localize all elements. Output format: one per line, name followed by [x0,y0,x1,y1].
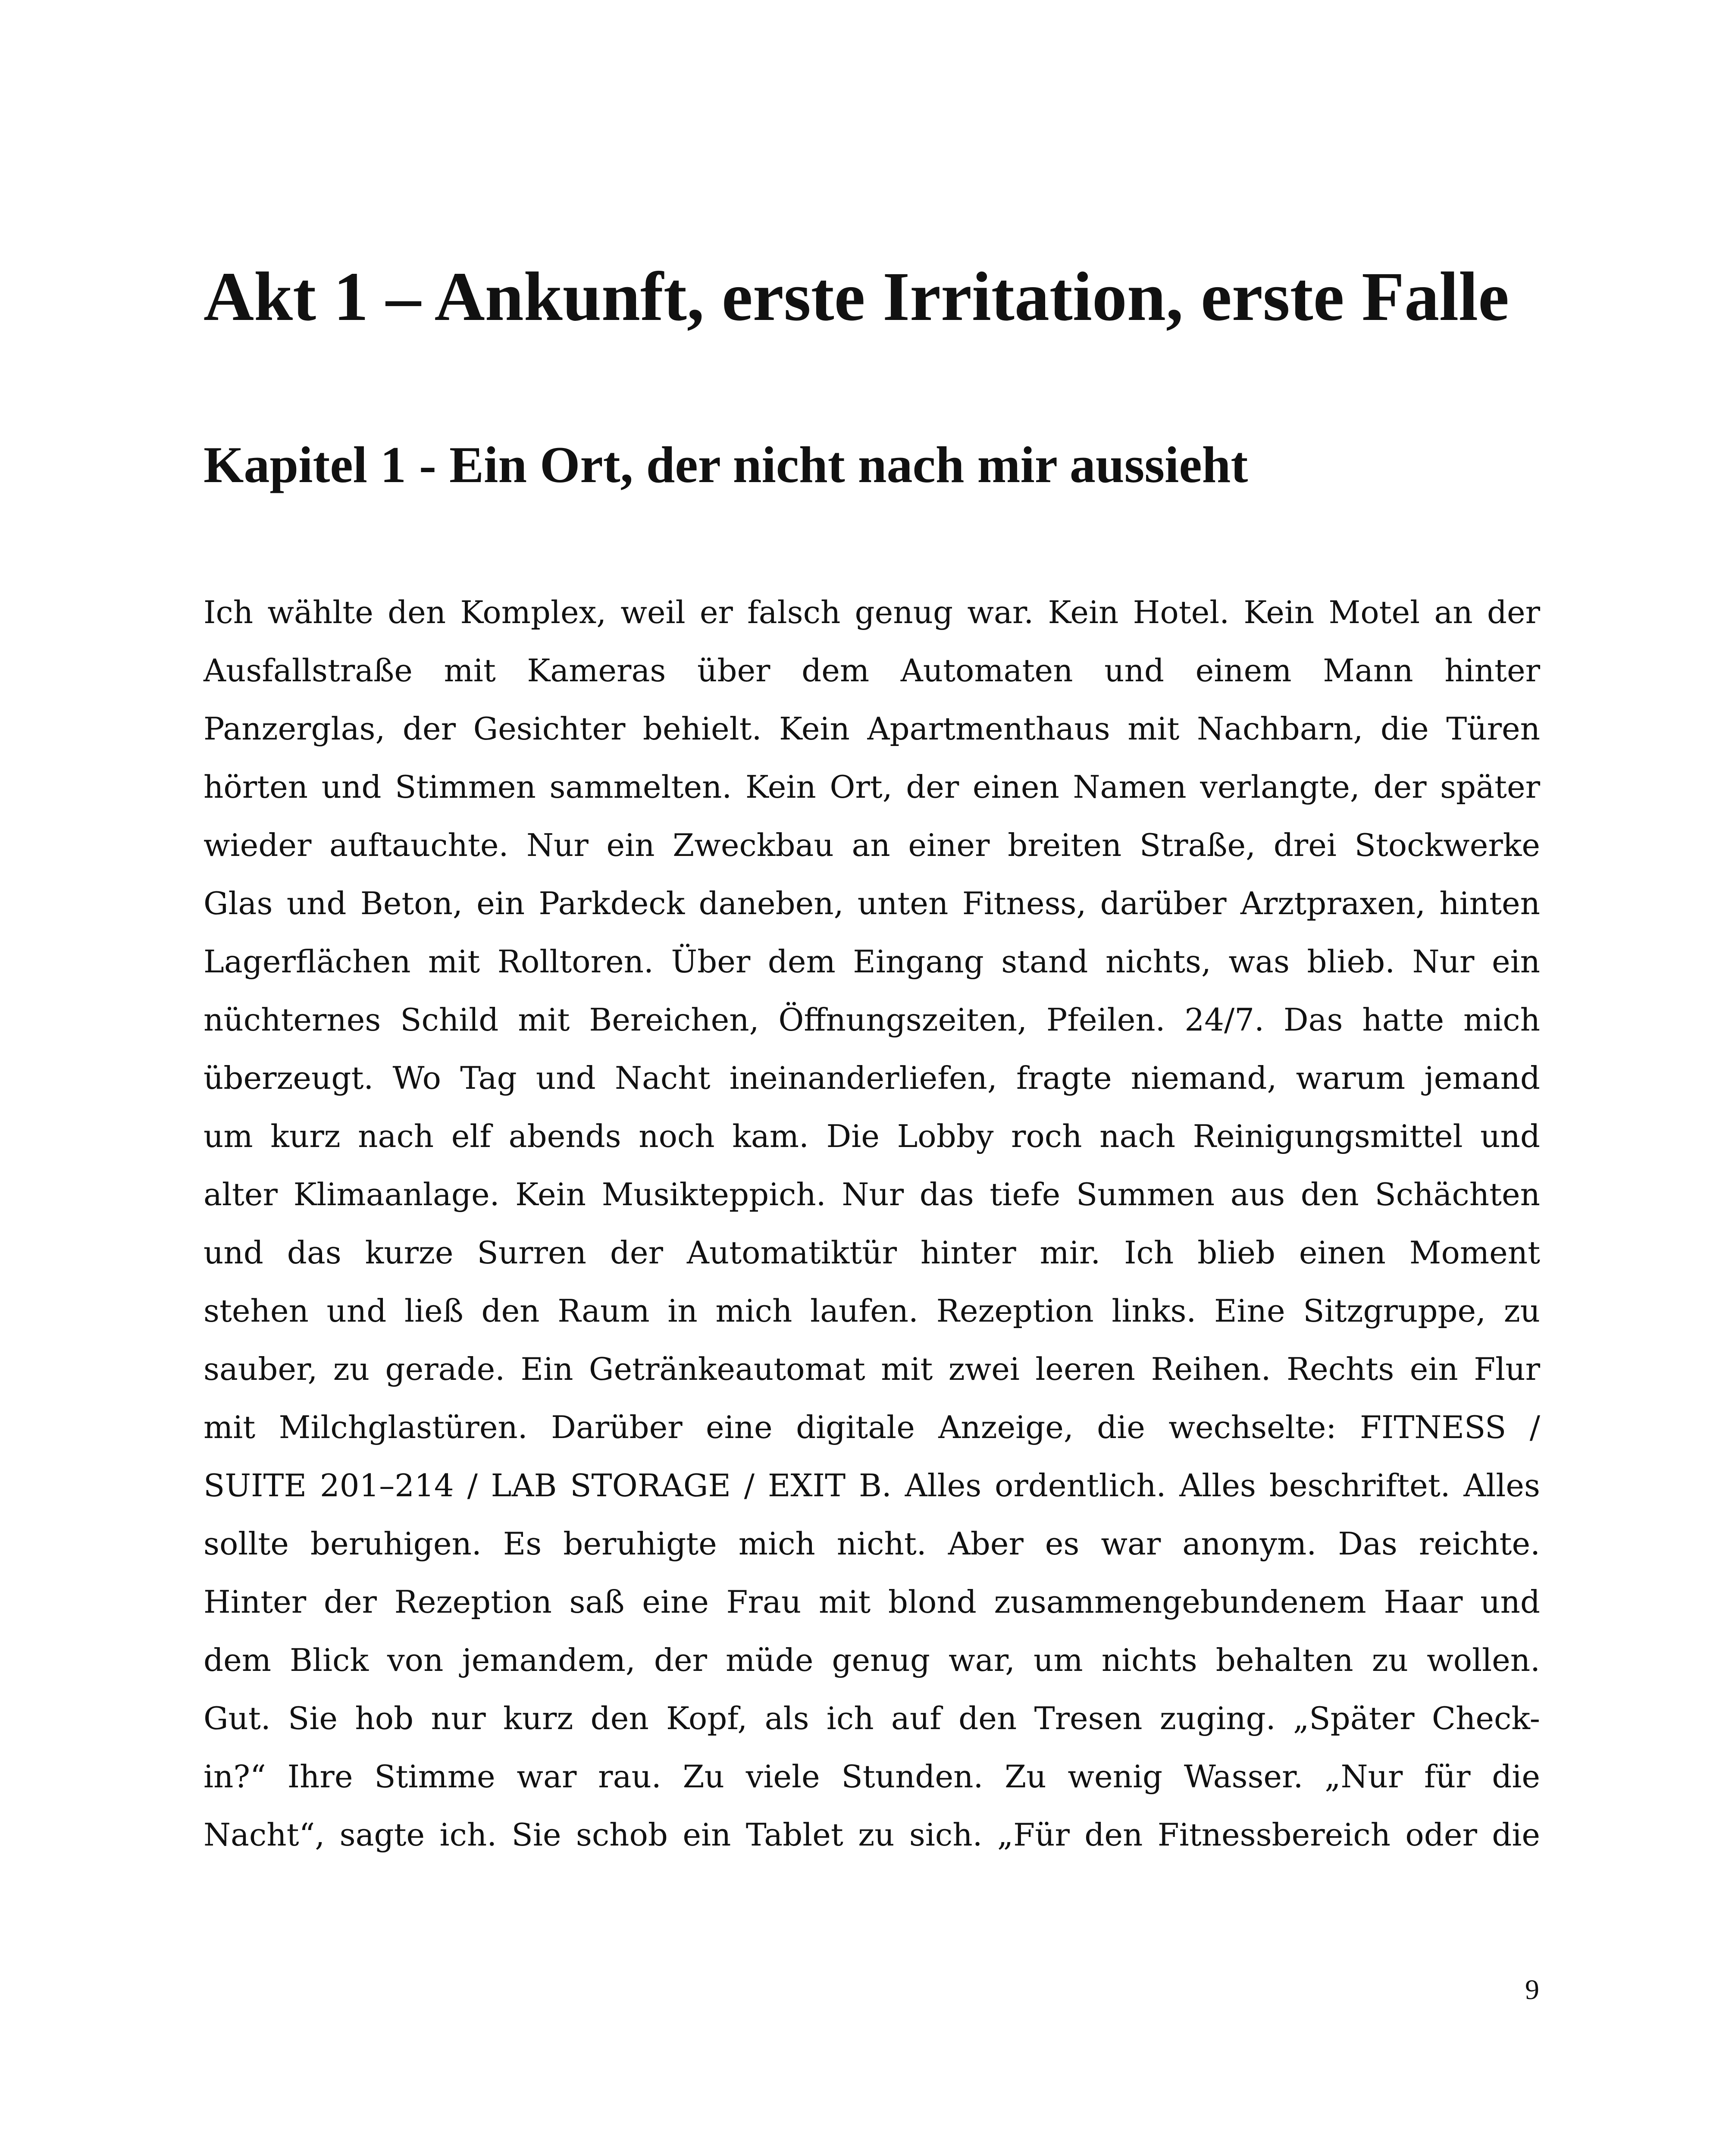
text-line: sollte beruhigen. Es beruhigte mich nicht. Aber es war anonym. Das reichte. [204,1526,1540,1562]
text-line: SUITE 201–214 / LAB STORAGE / EXIT B. Alles ordentlich. Alles beschriftet. Alles [204,1467,1540,1504]
text-line: nüchternes Schild mit Bereichen, Öffnungszeiten, Pfeilen. 24/7. Das hatte mich [204,1002,1540,1038]
text-line: überzeugt. Wo Tag und Nacht ineinanderliefen, fragte niemand, warum jemand [204,1060,1540,1096]
body-paragraph [204,583,1540,1864]
part-title: Akt 1 – Ankunft, erste Irritation, erste Falle [204,258,1510,335]
text-line: Lagerflächen mit Rolltoren. Über dem Eingang stand nichts, was blieb. Nur ein [204,943,1540,980]
text-line: alter Klimaanlage. Kein Musikteppich. Nur das tiefe Summen aus den Schächten [204,1176,1540,1213]
text-line: wieder auftauchte. Nur ein Zweckbau an einer breiten Straße, drei Stockwerke [204,827,1540,863]
text-line: Nacht“, sagte ich. Sie schob ein Tablet zu sich. „Für den Fitnessbereich oder die [204,1817,1540,1853]
text-line: stehen und ließ den Raum in mich laufen. Rezeption links. Eine Sitzgruppe, zu [204,1293,1540,1329]
text-line: sauber, zu gerade. Ein Getränkeautomat mit zwei leeren Reihen. Rechts ein Flur [204,1351,1540,1387]
page-content [204,241,1540,1864]
text-line: hörten und Stimmen sammelten. Kein Ort, der einen Namen verlangte, der später [204,769,1540,805]
text-line: und das kurze Surren der Automatiktür hinter mir. Ich blieb einen Moment [204,1235,1540,1271]
text-line: Glas und Beton, ein Parkdeck daneben, unten Fitness, darüber Arztpraxen, hinten [204,885,1540,921]
text-line: dem Blick von jemandem, der müde genug war, um nichts behalten zu wollen. [204,1642,1540,1678]
chapter-title: Kapitel 1 - Ein Ort, der nicht nach mir aussieht [204,436,1248,493]
text-line: um kurz nach elf abends noch kam. Die Lobby roch nach Reinigungsmittel und [204,1118,1540,1154]
text-line: Gut. Sie hob nur kurz den Kopf, als ich auf den Tresen zuging. „Später Check- [204,1700,1540,1736]
text-line: Ich wählte den Komplex, weil er falsch genug war. Kein Hotel. Kein Motel an der [204,594,1540,630]
page-number: 9 [1525,1974,1539,2006]
text-line: in?“ Ihre Stimme war rau. Zu viele Stunden. Zu wenig Wasser. „Nur für die [204,1758,1540,1795]
text-line: Hinter der Rezeption saß eine Frau mit blond zusammengebundenem Haar und [204,1584,1540,1620]
text-line: Ausfallstraße mit Kameras über dem Automaten und einem Mann hinter [204,652,1540,689]
text-line: mit Milchglastüren. Darüber eine digitale Anzeige, die wechselte: FITNESS / [204,1409,1540,1445]
text-line: Panzerglas, der Gesichter behielt. Kein Apartmenthaus mit Nachbarn, die Türen [204,711,1540,747]
